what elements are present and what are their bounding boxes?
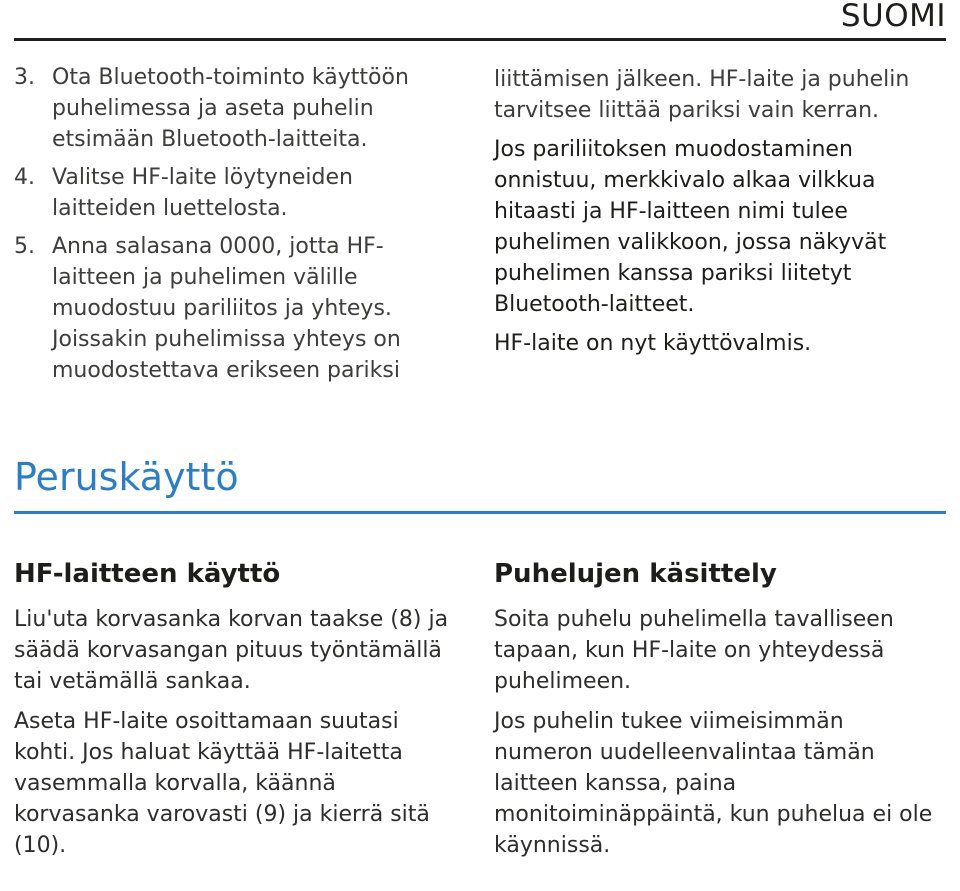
pairing-success-paragraph: Jos pariliitoksen muodostaminen onnistuu, merkkivalo alkaa vilkkua hitaasti ja HF-laitteen nimi tulee puhelimen valikkoon, jossa näkyvät puhelimen kanssa pariksi liitetyt Bluetooth-laitteet.: [494, 137, 887, 317]
language-label: SUOMI: [840, 0, 946, 34]
usage-paragraph: Aseta HF-laite osoittamaan suutasi kohti. Jos haluat käyttää HF-laitetta vasemmalla korvalla, käännä korvasanka varovasti (9) ja kierrä sitä (10).: [14, 709, 430, 858]
calls-paragraph: Jos puhelin tukee viimeisimmän numeron uudelleenvalintaa tämän laitteen kanssa, paina monitoiminäppäintä, kun puhelua ei ole käynnissä.: [494, 709, 933, 858]
step-text: Valitse HF-laite löytyneiden laitteiden luettelosta.: [52, 165, 353, 221]
step-item: [14, 162, 454, 224]
usage-heading: HF-laitteen käyttö: [14, 559, 281, 589]
usage-column: [14, 556, 460, 870]
step-number: 4.: [14, 165, 35, 190]
step-number: 5.: [14, 234, 35, 259]
continuation-paragraph: liittämisen jälkeen. HF-laite ja puhelin tarvitsee liittää pariksi vain kerran.: [494, 67, 910, 123]
step-item: [14, 62, 454, 155]
step-number: 3.: [14, 65, 35, 90]
calls-heading: Puhelujen käsittely: [494, 559, 777, 589]
step-list: [14, 62, 454, 393]
step-item: [14, 231, 454, 386]
continuation-column: [494, 64, 950, 367]
calls-paragraph: Soita puhelu puhelimella tavalliseen tapaan, kun HF-laite on yhteydessä puhelimeen.: [494, 607, 894, 694]
ready-paragraph: HF-laite on nyt käyttövalmis.: [494, 331, 812, 356]
header-rule: [14, 38, 946, 41]
usage-paragraph: Liu'uta korvasanka korvan taakse (8) ja säädä korvasangan pituus työntämällä tai vetämällä sankaa.: [14, 607, 449, 694]
section-title: Peruskäyttö: [14, 455, 239, 499]
step-text: Anna salasana 0000, jotta HF-laitteen ja puhelimen välille muodostuu pariliitos ja yhteys. Joissakin puhelimissa yhteys on muodostettava erikseen pariksi: [52, 234, 401, 383]
step-text: Ota Bluetooth-toiminto käyttöön puhelimessa ja aseta puhelin etsimään Bluetooth-laitteita.: [52, 65, 409, 152]
calls-column: [494, 556, 940, 870]
section-rule: [14, 511, 946, 514]
